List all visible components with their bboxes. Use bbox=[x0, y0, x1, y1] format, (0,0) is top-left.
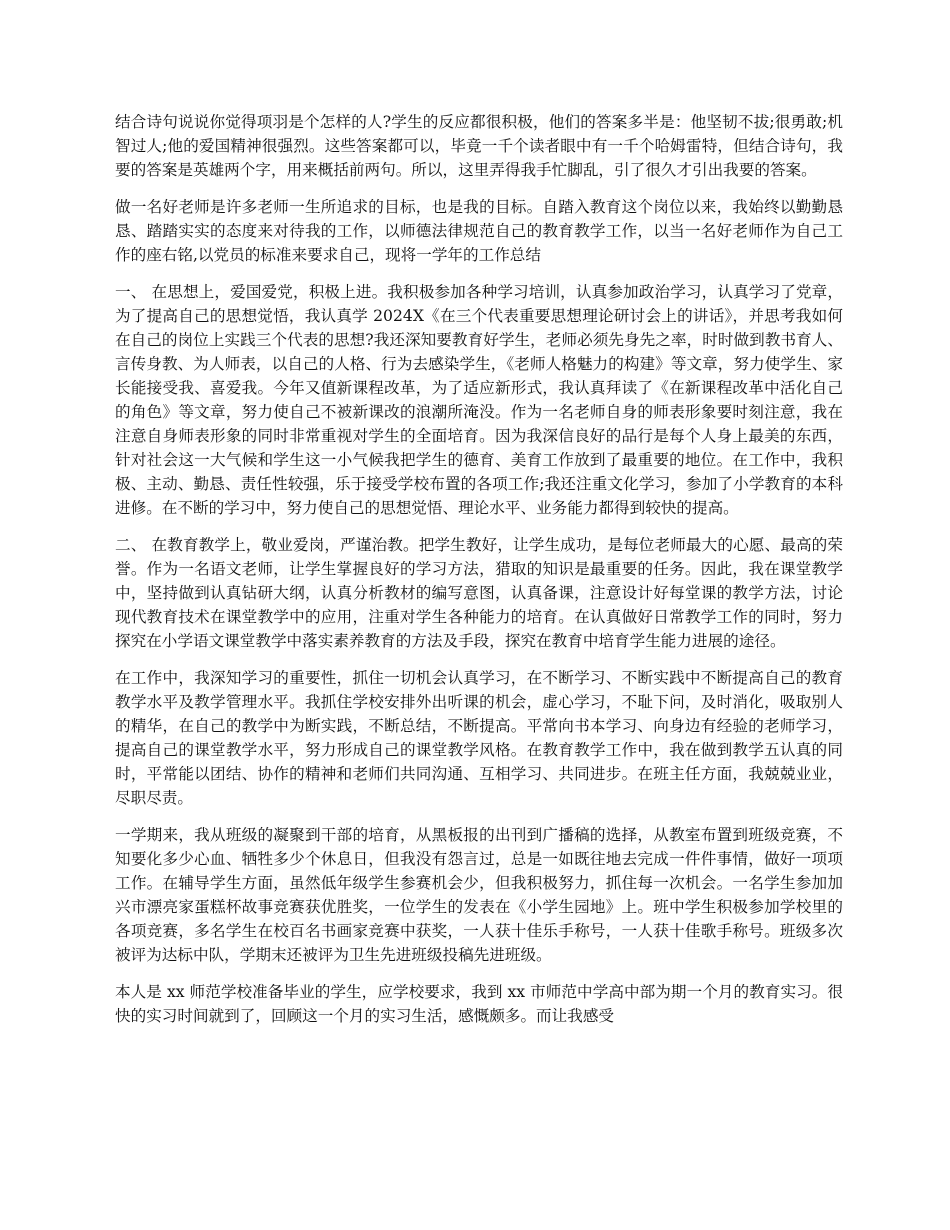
paragraph-xiang-yu: 结合诗句说说你觉得项羽是个怎样的人?学生的反应都很积极，他们的答案多半是：他坚韧不拔;很勇敢;机智过人;他的爱国精神很强烈。这些答案都可以，毕竟一千个读者眼中有一千个哈姆雷特，但结合诗句，我要的答案是英雄两个字，用来概括前两句。所以，这里弄得我手忙脚乱，引了很久才引出我要的答案。 bbox=[115, 113, 843, 179]
paragraph-section-one-ideology: 一、 在思想上，爱国爱党，积极上进。我积极参加各种学习培训，认真参加政治学习，认真学习了党章，为了提高自己的思想觉悟，我认真学 2024X《在三个代表重要思想理论研讨会上的讲话》，并思考我如何在自己的岗位上实践三个代表的思想?我还深知要教育好学生，老师必须先身先之率，时时做到教书育人、言传身教、为人师表，以自己的人格、行为去感染学生，《老师人格魅力的构建》等文章，努力使学生、家长能接受我、喜爱我。今年又值新课程改革，为了适应新形式，我认真拜读了《在新课程改革中活化自己的角色》等文章，努力使自己不被新课改的浪潮所淹没。作为一名老师自身的师表形象要时刻注意，我在注意自身师表形象的同时非常重视对学生的全面培育。因为我深信良好的品行是每个人身上最美的东西，针对社会这一大气候和学生这一小气候我把学生的德育、美育工作放到了最重要的地位。在工作中，我积极、主动、勤恳、责任性较强，乐于接受学校布置的各项工作;我还注重文化学习，参加了小学教育的本科进修。在不断的学习中，努力使自己的思想觉悟、理论水平、业务能力都得到较快的提高。 bbox=[115, 283, 843, 517]
paragraph-internship: 本人是 xx 师范学校准备毕业的学生，应学校要求，我到 xx 市师范中学高中部为期一个月的教育实习。很快的实习时间就到了，回顾这一个月的实习生活，感慨颇多。而让我感受 bbox=[115, 983, 843, 1025]
paragraph-learning-importance: 在工作中，我深知学习的重要性，抓住一切机会认真学习，在不断学习、不断实践中不断提高自己的教育教学水平及教学管理水平。我抓住学校安排外出听课的机会，虚心学习，不耻下问，及时消化，吸取别人的精华，在自己的教学中为断实践，不断总结，不断提高。平常向书本学习、向身边有经验的老师学习，提高自己的课堂教学水平，努力形成自己的课堂教学风格。在教育教学工作中，我在做到教学五认真的同时，平常能以团结、协作的精神和老师们共同沟通、互相学习、共同进步。在班主任方面，我兢兢业业，尽职尽责。 bbox=[115, 669, 843, 807]
paragraph-semester-class-work: 一学期来，我从班级的凝聚到干部的培育，从黑板报的出刊到广播稿的选择，从教室布置到班级竞赛，不知要化多少心血、牺牲多少个休息日，但我没有怨言过，总是一如既往地去完成一件件事情，做好一项项工作。在辅导学生方面，虽然低年级学生参赛机会少，但我积极努力，抓住每一次机会。一名学生参加加兴市漂亮家蛋糕杯故事竞赛获优胜奖，一位学生的发表在《小学生园地》上。班中学生积极参加学校里的各项竞赛，多名学生在校百名书画家竞赛中获奖，一人获十佳乐手称号，一人获十佳歌手称号。班级多次被评为达标中队，学期末还被评为卫生先进班级投稿先进班级。 bbox=[115, 826, 843, 964]
document-body bbox=[115, 110, 843, 1041]
paragraph-good-teacher-goal: 做一名好老师是许多老师一生所追求的目标，也是我的目标。自踏入教育这个岗位以来，我始终以勤勤恳恳、踏踏实实的态度来对待我的工作，以师德法律规范自己的教育教学工作，以当一名好老师作为自己工作的座右铭,以党员的标准来要求自己，现将一学年的工作总结 bbox=[115, 198, 843, 264]
paragraph-section-two-teaching: 二、 在教育教学上，敬业爱岗，严谨治教。把学生教好，让学生成功，是每位老师最大的心愿、最高的荣誉。作为一名语文老师，让学生掌握良好的学习方法，猎取的知识是最重要的任务。因此，我在课堂教学中，坚持做到认真钻研大纲，认真分析教材的编写意图，认真备课，注意设计好每堂课的教学方法，讨论现代教育技术在课堂教学中的应用，注重对学生各种能力的培育。在认真做好日常教学工作的同时，努力探究在小学语文课堂教学中落实素养教育的方法及手段，探究在教育中培育学生能力进展的途径。 bbox=[115, 536, 843, 650]
